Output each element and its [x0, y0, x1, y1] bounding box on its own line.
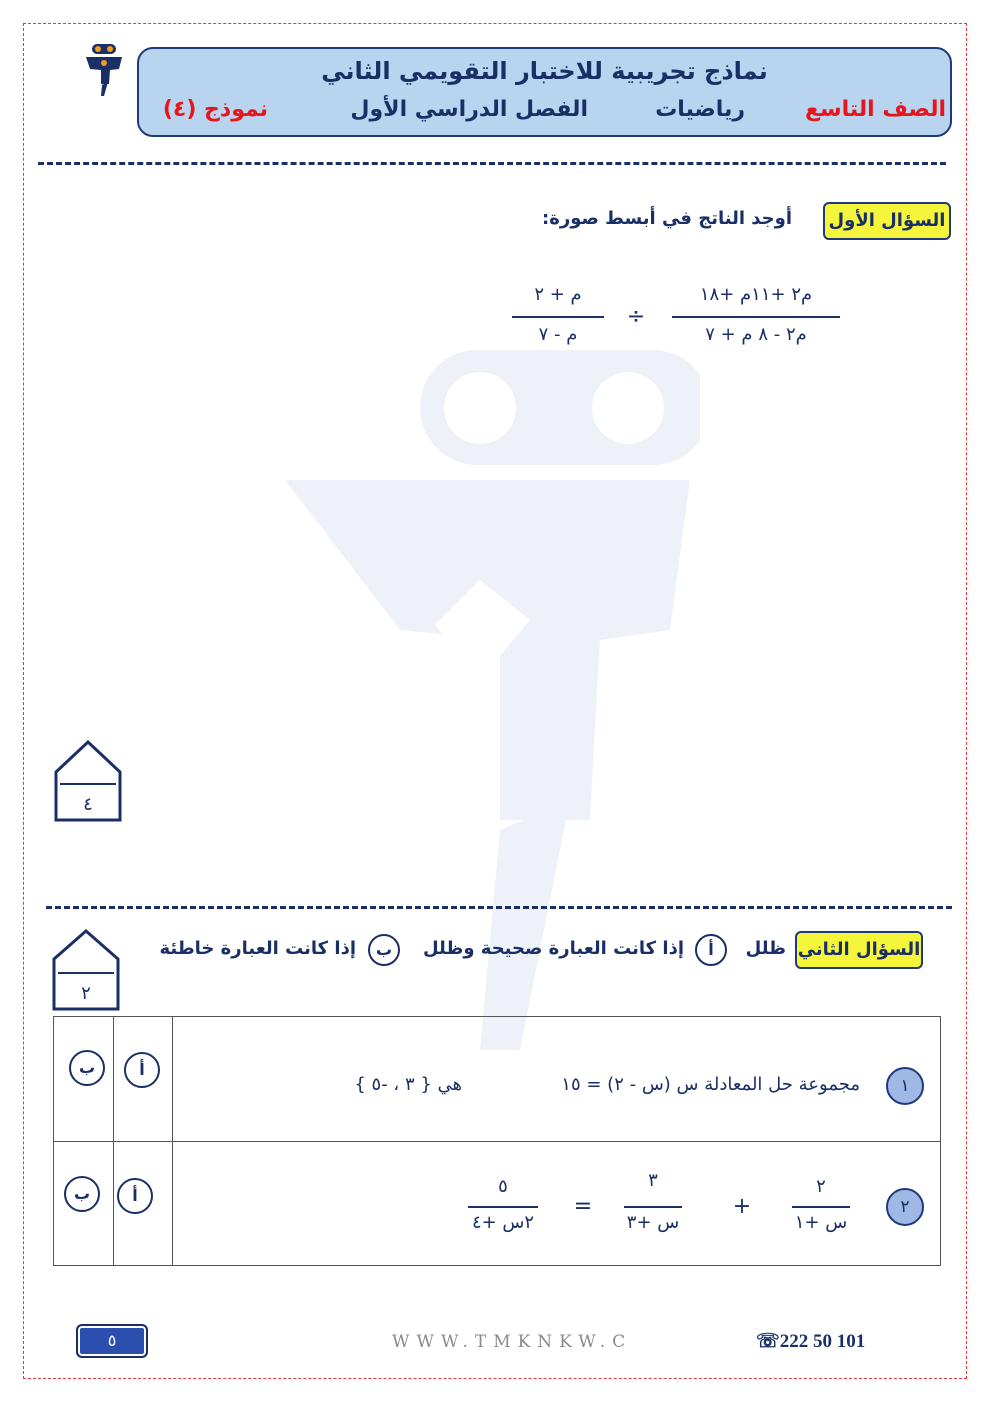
row2-frac1-numerator: ٢ [816, 1176, 826, 1197]
row1-number: ١ [886, 1067, 924, 1105]
divider-middle [46, 906, 952, 909]
row2-frac2-numerator: ٣ [648, 1170, 658, 1191]
row2-frac1-denominator: س +١ [794, 1212, 848, 1233]
website-link[interactable]: WWW.TMKNKW.C [392, 1332, 633, 1352]
row1-solution-set: هي { ٣ ، -٥ } [354, 1074, 462, 1095]
q2-label: السؤال الثاني [795, 931, 923, 969]
row2-frac2-bar [624, 1206, 682, 1208]
q2-score-box [52, 929, 120, 1011]
q1-score: ٤ [83, 794, 93, 815]
row2-option-a[interactable]: أ [117, 1178, 153, 1214]
row1-option-b[interactable]: ب [69, 1050, 105, 1086]
row2-equals-operator: = [573, 1194, 593, 1219]
row2-option-b[interactable]: ب [64, 1176, 100, 1212]
q2-score: ٢ [81, 983, 91, 1004]
row2-frac3-bar [468, 1206, 538, 1208]
q2-option-b-circle: ب [368, 934, 400, 966]
page-number: ٥ [76, 1324, 148, 1358]
header-box [137, 47, 952, 137]
q1-label: السؤال الأول [823, 202, 951, 240]
q2-instruction-shade: ظلل [745, 938, 786, 959]
row2-plus-operator: + [732, 1194, 752, 1219]
row2-frac2-denominator: س +٣ [626, 1212, 680, 1233]
row2-frac1-bar [792, 1206, 850, 1208]
q2-option-a-circle: أ [695, 934, 727, 966]
q1-instruction: أوجد الناتج في أبسط صورة: [542, 208, 792, 229]
q1-frac1-bar [672, 316, 840, 318]
phone-number: ☏222 50 101 [756, 1331, 866, 1352]
header-grade: الصف التاسع [804, 97, 946, 122]
header-info-row [139, 97, 950, 127]
q1-divide-operator: ÷ [626, 304, 646, 329]
q1-frac2-denominator: م - ٧ [538, 324, 578, 345]
header-title: نماذج تجريبية للاختبار التقويمي الثاني [321, 57, 768, 85]
brand-logo-icon [86, 44, 122, 96]
q1-frac2-numerator: م + ٢ [534, 284, 582, 305]
table-row-divider [54, 1141, 940, 1142]
divider-top [38, 162, 946, 165]
header-model: نموذج (٤) [162, 97, 268, 122]
q1-frac1-numerator: م٢ +١١م +١٨ [699, 284, 813, 305]
q1-frac1-denominator: م٢ - ٨ م + ٧ [705, 324, 807, 345]
header-subject: رياضيات [655, 97, 745, 122]
q1-frac2-bar [512, 316, 604, 318]
q2-instruction-false: إذا كانت العبارة خاطئة [159, 938, 356, 959]
row2-frac3-denominator: ٢س +٤ [471, 1212, 535, 1233]
q2-instruction-true: إذا كانت العبارة صحيحة وظلل [422, 938, 684, 959]
row2-number: ٢ [886, 1188, 924, 1226]
q1-score-box [54, 740, 122, 822]
header-semester: الفصل الدراسي الأول [350, 97, 588, 122]
row2-frac3-numerator: ٥ [498, 1176, 508, 1197]
row1-statement: مجموعة حل المعادلة س (س - ٢) = ١٥ [561, 1074, 860, 1095]
row1-option-a[interactable]: أ [124, 1052, 160, 1088]
